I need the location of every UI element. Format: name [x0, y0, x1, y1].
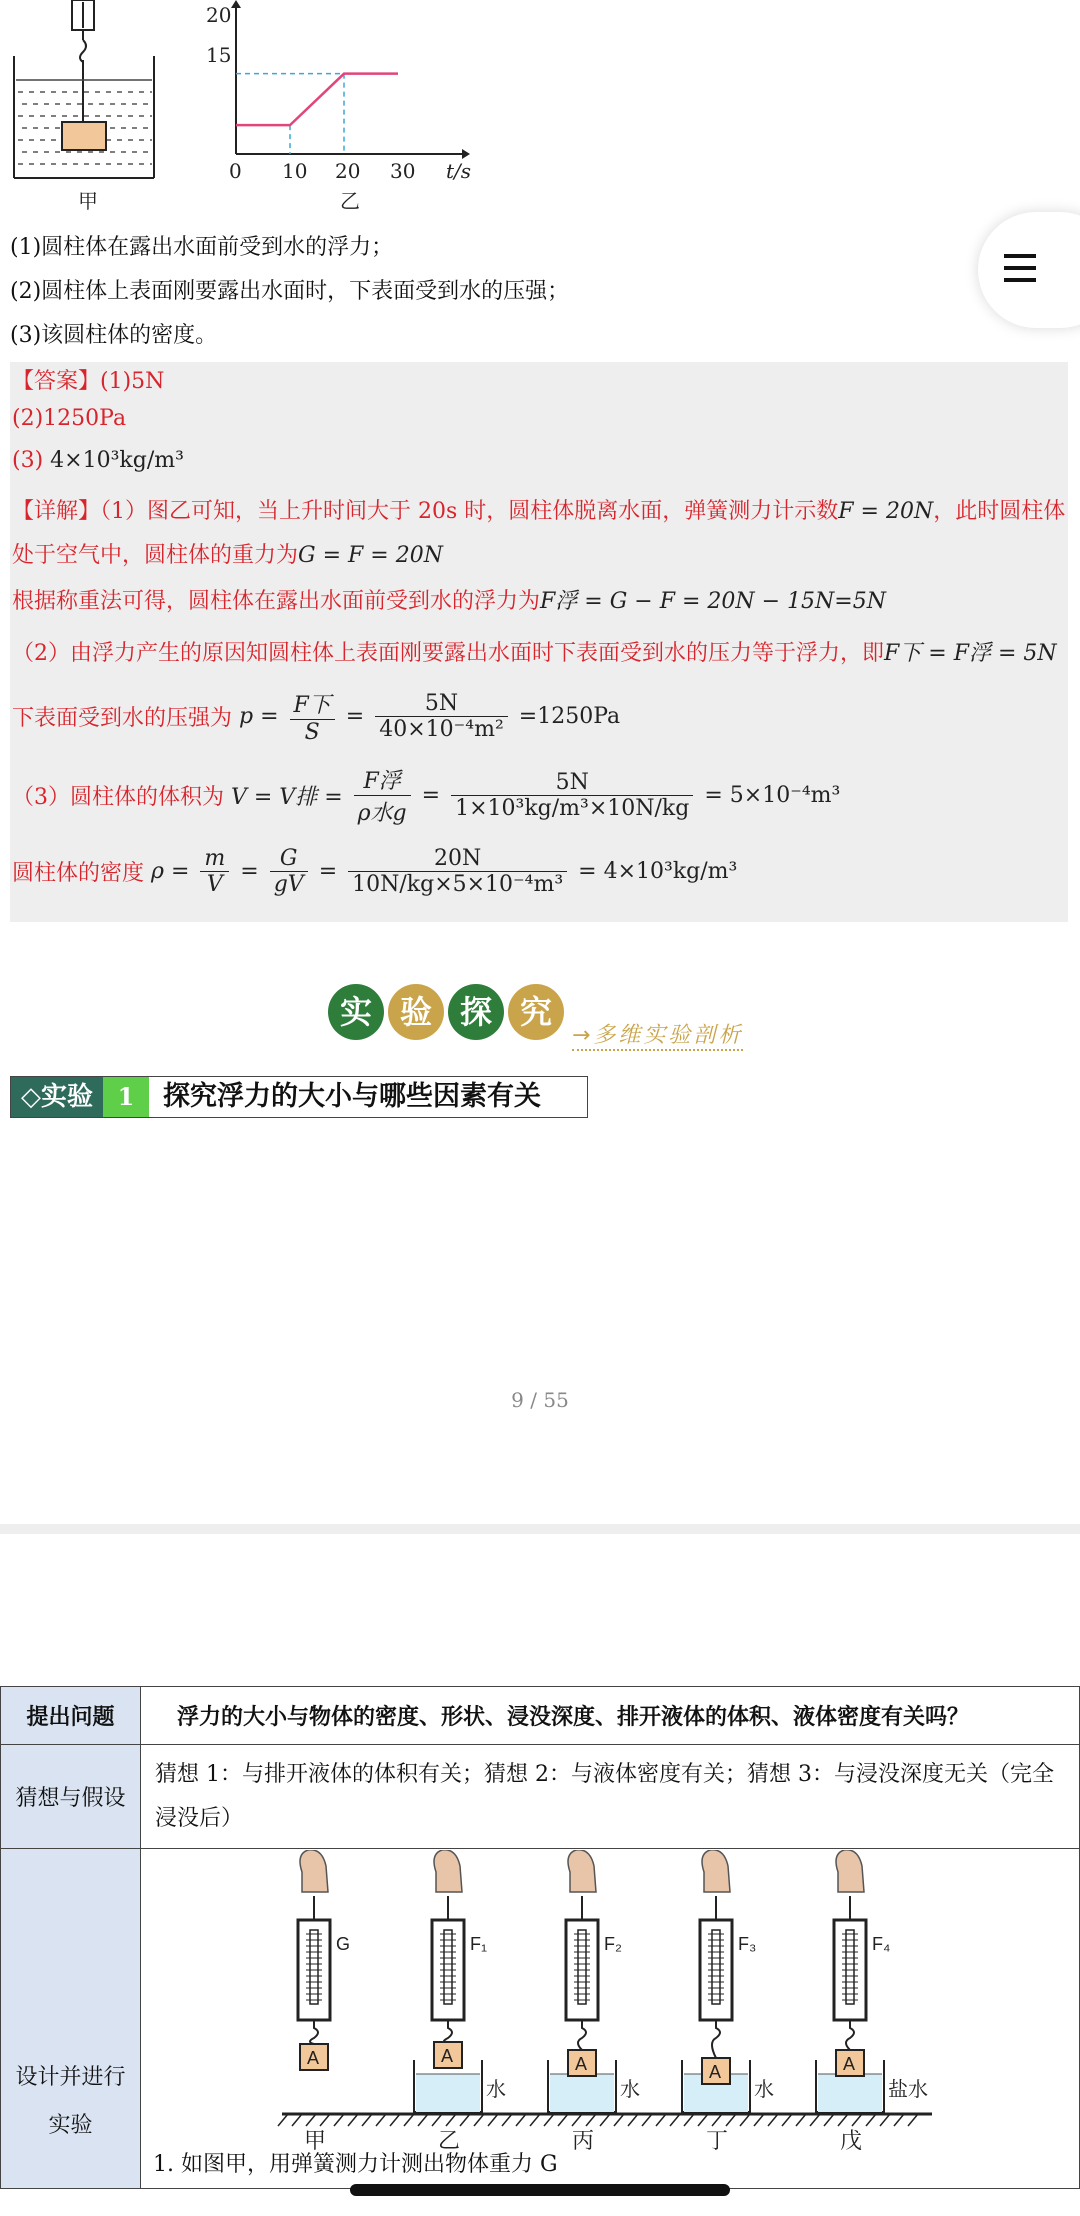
force-label: F₂: [604, 1934, 622, 1954]
ground-hatch: [446, 2114, 456, 2126]
answer-line-1: [12, 364, 164, 395]
ground-hatch: [292, 2114, 302, 2126]
ground-hatch: [880, 2114, 890, 2126]
y-tick-20: 20: [206, 3, 232, 27]
question-2: (2)圆柱体上表面刚要露出水面时，下表面受到水的压强；: [10, 279, 570, 304]
x-tick-0: 0: [229, 159, 242, 183]
answer-2: (2)1250Pa: [12, 406, 127, 431]
detail-text-1: （1）图乙可知，当上升时间大于 20s 时，圆柱体脱离水面，弹簧测力计示数: [100, 499, 839, 524]
ground-hatch: [348, 2114, 358, 2126]
page-number: 9 / 55: [511, 1388, 569, 1412]
detail-math-4: F下 = F浮 = 5N: [884, 641, 1057, 666]
fraction-force-area: $\frac{\text{F下}}{S}$: [290, 688, 335, 745]
question-3: (3)该圆柱体的密度。: [10, 323, 218, 348]
graph-label: 乙: [340, 189, 360, 213]
row-body-question: 浮力的大小与物体的密度、形状、浸没深度、排开液体的体积、液体密度有关吗？: [141, 1687, 1080, 1745]
liquid-label: 水: [620, 2079, 640, 2101]
ground-hatch: [810, 2114, 820, 2126]
banner-char-1: 实: [328, 984, 384, 1040]
detail-6-result: = 5×10⁻⁴m³: [704, 783, 841, 808]
detail-math-2: G = F = 20N: [298, 543, 443, 568]
force-label: F₄: [872, 1934, 891, 1954]
answer-label: 【答案】: [12, 369, 101, 394]
force-label: F₁: [470, 1934, 488, 1954]
ground-hatch: [334, 2114, 344, 2126]
ground-hatch: [852, 2114, 862, 2126]
step-1-text: 1. 如图甲，用弹簧测力计测出物体重力 G: [153, 2152, 558, 2177]
ground-hatch: [614, 2114, 624, 2126]
fraction-numbers-7: $\frac{20N}{\text{10N/kg×5×10⁻⁴m³}}$: [348, 846, 567, 897]
detail-7-result: = 4×10³kg/m³: [578, 859, 738, 884]
ground-hatch: [768, 2114, 778, 2126]
experiment-tag: ◇实验: [11, 1077, 103, 1117]
ground-hatch: [600, 2114, 610, 2126]
block-label: A: [843, 2054, 856, 2074]
detail-text-5: 下表面受到水的压强为: [12, 706, 233, 731]
ground-hatch: [712, 2114, 722, 2126]
ground-hatch: [516, 2114, 526, 2126]
ground-hatch: [460, 2114, 470, 2126]
fraction-g-gv: $\frac{G}{gV}$: [270, 846, 308, 897]
question-1: (1)圆柱体在露出水面前受到水的浮力；: [10, 235, 394, 260]
ground-hatch: [796, 2114, 806, 2126]
setup-label: 丙: [572, 2128, 595, 2150]
cylinder-block: [62, 122, 106, 150]
ground-hatch: [488, 2114, 498, 2126]
ground-hatch: [432, 2114, 442, 2126]
detail-line-2: [12, 538, 443, 569]
setup-label: 乙: [438, 2128, 461, 2150]
detail-label: 【详解】: [12, 499, 101, 524]
ground-hatch: [824, 2114, 834, 2126]
ground-hatch: [278, 2114, 288, 2126]
ground-hatch: [656, 2114, 666, 2126]
detail-math-1: F = 20N: [838, 499, 934, 524]
ground-hatch: [376, 2114, 386, 2126]
x-tick-30: 30: [390, 159, 416, 183]
ground-hatch: [362, 2114, 372, 2126]
row-head-experiment: [1, 1849, 141, 2189]
ground-hatch: [530, 2114, 540, 2126]
fraction-numbers-6: $\frac{5N}{\text{1×10³kg/m³×10N/kg}}$: [451, 770, 693, 821]
answer-3-prefix: (3): [12, 448, 44, 473]
block-label: A: [441, 2046, 454, 2066]
detail-6-v: V = V排 =: [231, 785, 343, 810]
ground-hatch: [726, 2114, 736, 2126]
detail-text-1-tail: ，此时圆柱体: [933, 499, 1066, 524]
x-tick-10: 10: [282, 159, 308, 183]
detail-line-6: （3）圆柱体的体积为 V = V排 = $\frac{\text{F浮}}{\text{ρ水g}}$ = $\frac{5N}{\text{1×10³kg/m³×10N/kg}}$ = 5×10⁻⁴m³: [12, 764, 840, 827]
x-tick-20: 20: [335, 159, 361, 183]
experiment-title: 探究浮力的大小与哪些因素有关: [163, 1081, 541, 1112]
ground-hatch: [306, 2114, 316, 2126]
home-indicator[interactable]: [350, 2184, 730, 2196]
table-row: [1, 1687, 1080, 1745]
y-tick-15: 15: [206, 43, 232, 67]
liquid-label: 盐水: [888, 2079, 928, 2101]
experiment-title-bar: [10, 1076, 588, 1118]
row-head-experiment-line2: 实验: [48, 2113, 93, 2138]
force-time-graph: [78, 0, 471, 213]
force-label: G: [336, 1934, 351, 1954]
ground-hatch: [754, 2114, 764, 2126]
menu-button[interactable]: [978, 212, 1080, 328]
page-separator: [0, 1524, 1080, 1534]
x-axis-label: t/s: [446, 159, 472, 183]
ground-hatch: [558, 2114, 568, 2126]
block-label: A: [575, 2054, 588, 2074]
row-head-experiment-line1: 设计并进行: [15, 2065, 126, 2090]
ground-hatch: [586, 2114, 596, 2126]
experiment-setup: [414, 1850, 482, 2112]
detail-5-p: p =: [239, 704, 279, 729]
ground-hatch: [698, 2114, 708, 2126]
experiment-table: [0, 1686, 1080, 2189]
row-body-hypothesis: 猜想 1：与排开液体的体积有关；猜想 2：与液体密度有关；猜想 3：与浸没深度无关（完全浸没后）: [141, 1745, 1080, 1849]
detail-line-7: 圆柱体的密度 ρ = $\frac{m}{V}$ = $\frac{G}{gV}$ = $\frac{20N}{\text{10N/kg×5×10⁻⁴m³}}$ = 4×10³kg/m³: [12, 846, 738, 897]
detail-line-4: [12, 636, 1057, 667]
graph-series-line: [236, 74, 398, 126]
top-figure: [0, 0, 480, 215]
detail-5-result: =1250Pa: [518, 704, 621, 729]
ground-hatch: [642, 2114, 652, 2126]
ground-hatch: [894, 2114, 904, 2126]
liquid-label: 水: [486, 2079, 506, 2101]
detail-line-1: [12, 494, 1065, 525]
detail-7-rho: ρ =: [151, 859, 190, 884]
ground-hatch: [474, 2114, 484, 2126]
row-body-experiment: [141, 1849, 1080, 2189]
ground-hatch: [418, 2114, 428, 2126]
detail-line-3: [12, 584, 886, 615]
row-head-hypothesis: 猜想与假设: [1, 1745, 141, 1849]
setup-label: 戊: [840, 2128, 863, 2150]
answer-3-value: 4×10³kg/m³: [50, 448, 184, 473]
ground-hatch: [544, 2114, 554, 2126]
experiment-setup-figure: [142, 1850, 1078, 2150]
ground-hatch: [684, 2114, 694, 2126]
block-label: A: [709, 2062, 722, 2082]
ground-hatch: [572, 2114, 582, 2126]
ground-hatch: [390, 2114, 400, 2126]
fraction-m-v: $\frac{m}{V}$: [200, 846, 229, 897]
ground-hatch: [740, 2114, 750, 2126]
force-label: F₃: [738, 1934, 757, 1954]
setup-label: 甲: [304, 2128, 327, 2150]
detail-text-4: （2）由浮力产生的原因知圆柱体上表面刚要露出水面时下表面受到水的压力等于浮力，即: [12, 641, 885, 666]
ground-hatch: [502, 2114, 512, 2126]
banner-char-2: 验: [388, 984, 444, 1040]
liquid-label: 水: [754, 2079, 774, 2101]
answer-1: (1)5N: [100, 369, 165, 394]
detail-text-3: 根据称重法可得，圆柱体在露出水面前受到水的浮力为: [12, 589, 541, 614]
detail-math-3: F浮 = G − F = 20N − 15N=5N: [540, 589, 886, 614]
hamburger-icon: [1000, 252, 1040, 286]
banner-char-3: 探: [448, 984, 504, 1040]
ground-hatch: [866, 2114, 876, 2126]
detail-text-6: （3）圆柱体的体积为: [12, 785, 224, 810]
detail-text-2: 处于空气中，圆柱体的重力为: [12, 543, 299, 568]
fraction-numbers-5: $\frac{5N}{\text{40×10⁻⁴m²}}$: [375, 691, 508, 742]
banner-char-4: 究: [508, 984, 564, 1040]
setup-label: 丁: [706, 2128, 729, 2150]
table-row: [1, 1745, 1080, 1849]
ground-hatch: [838, 2114, 848, 2126]
ground-hatch: [670, 2114, 680, 2126]
ground-hatch: [782, 2114, 792, 2126]
answer-line-3: [12, 448, 184, 473]
banner-subtitle: →多维实验剖析: [572, 1018, 743, 1051]
table-row: [1, 1849, 1080, 2189]
detail-line-5: 下表面受到水的压强为 p = $\frac{\text{F下}}{S}$ = $\frac{5N}{\text{40×10⁻⁴m²}}$ =1250Pa: [12, 688, 620, 745]
experiment-setup: [298, 1850, 330, 2070]
ground-hatch: [628, 2114, 638, 2126]
detail-text-7: 圆柱体的密度: [12, 861, 145, 886]
block-label: A: [307, 2048, 320, 2068]
experiment-number: 1: [103, 1077, 149, 1117]
ground-hatch: [320, 2114, 330, 2126]
row-head-question: 提出问题: [1, 1687, 141, 1745]
ground-hatch: [908, 2114, 918, 2126]
beaker-label: 甲: [78, 189, 98, 213]
fraction-buoyancy-density: $\frac{\text{F浮}}{\text{ρ水g}}$: [354, 764, 411, 827]
ground-hatch: [404, 2114, 414, 2126]
